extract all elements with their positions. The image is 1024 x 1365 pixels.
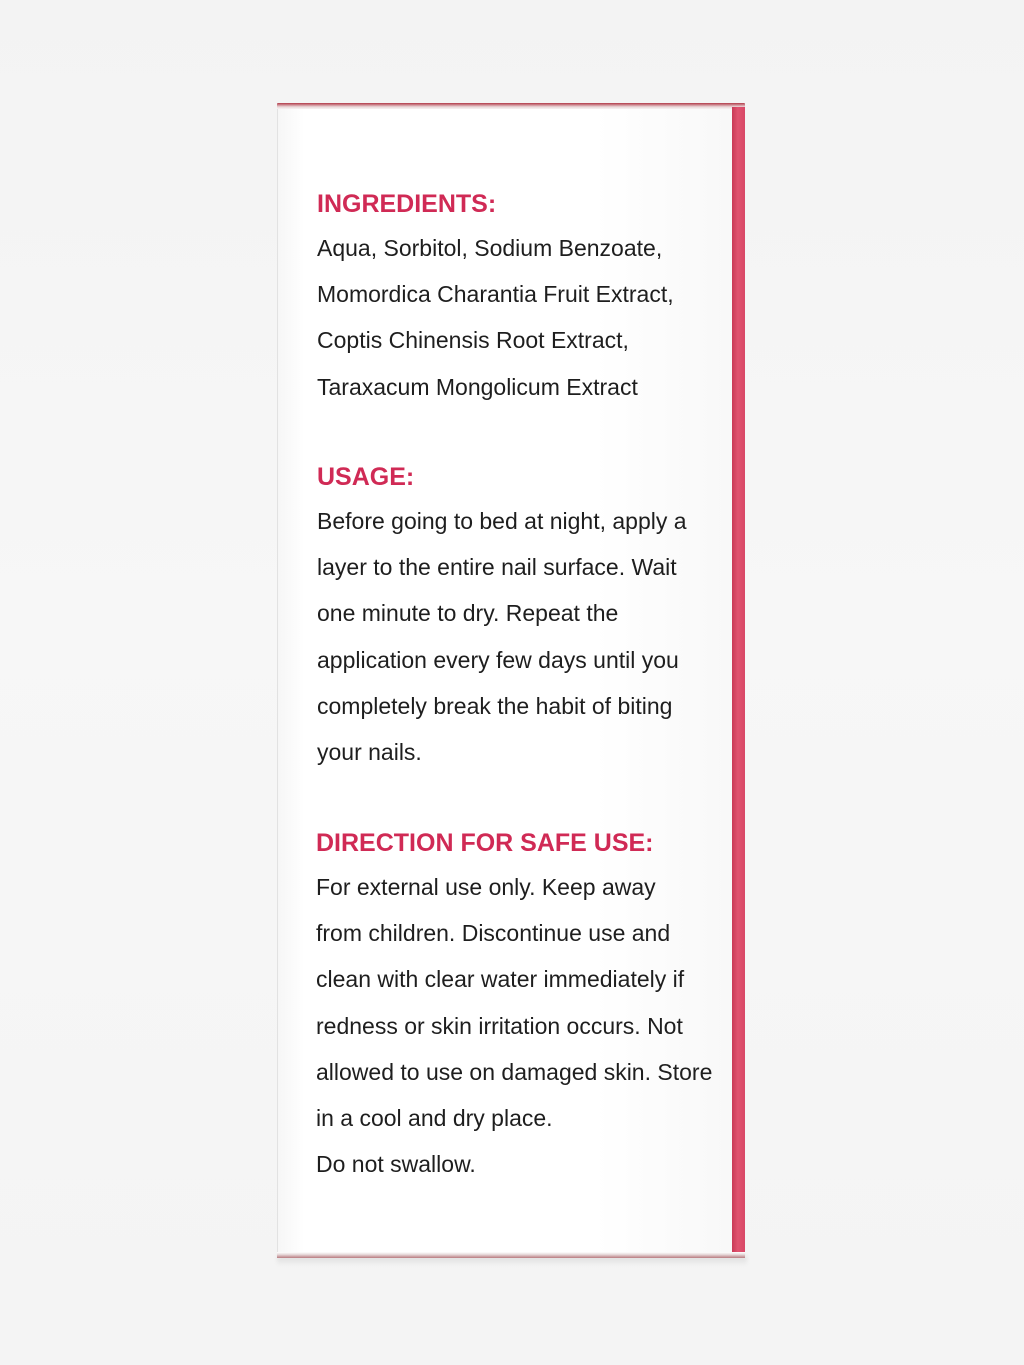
usage-line: your nails.	[317, 739, 422, 766]
safe-use-line: redness or skin irritation occurs. Not	[316, 1012, 683, 1039]
safe-use-line: clean with clear water immediately if	[316, 966, 685, 993]
safe-use-section	[316, 822, 712, 1187]
usage-heading: USAGE:	[317, 463, 415, 491]
usage-line: one minute to dry. Repeat the	[317, 600, 619, 627]
safe-use-line: from children. Discontinue use and	[316, 920, 671, 947]
safe-use-line: Do not swallow.	[316, 1151, 476, 1178]
ingredients-line: Momordica Charantia Fruit Extract,	[317, 281, 674, 308]
box-bottom-edge	[277, 1252, 745, 1258]
product-box	[277, 103, 745, 1258]
safe-use-line: For external use only. Keep away	[316, 874, 656, 900]
usage-section	[317, 456, 687, 775]
box-side-panel	[732, 107, 745, 1254]
ingredients-section	[317, 183, 674, 410]
safe-use-line: allowed to use on damaged skin. Store	[316, 1058, 713, 1085]
safe-use-heading: DIRECTION FOR SAFE USE:	[316, 829, 654, 857]
usage-line: application every few days until you	[317, 646, 679, 673]
box-face	[277, 109, 732, 1252]
usage-line: Before going to bed at night, apply a	[317, 508, 687, 534]
ingredients-line: Aqua, Sorbitol, Sodium Benzoate,	[317, 235, 663, 261]
ingredients-text	[317, 225, 674, 410]
ingredients-line: Taraxacum Mongolicum Extract	[317, 373, 638, 400]
usage-line: completely break the habit of biting	[317, 692, 673, 719]
safe-use-line: in a cool and dry place.	[316, 1105, 553, 1132]
usage-line: layer to the entire nail surface. Wait	[317, 554, 677, 581]
safe-use-text	[316, 864, 712, 1187]
ingredients-line: Coptis Chinensis Root Extract,	[317, 327, 629, 354]
usage-text	[317, 498, 687, 775]
ingredients-heading: INGREDIENTS:	[317, 190, 497, 218]
